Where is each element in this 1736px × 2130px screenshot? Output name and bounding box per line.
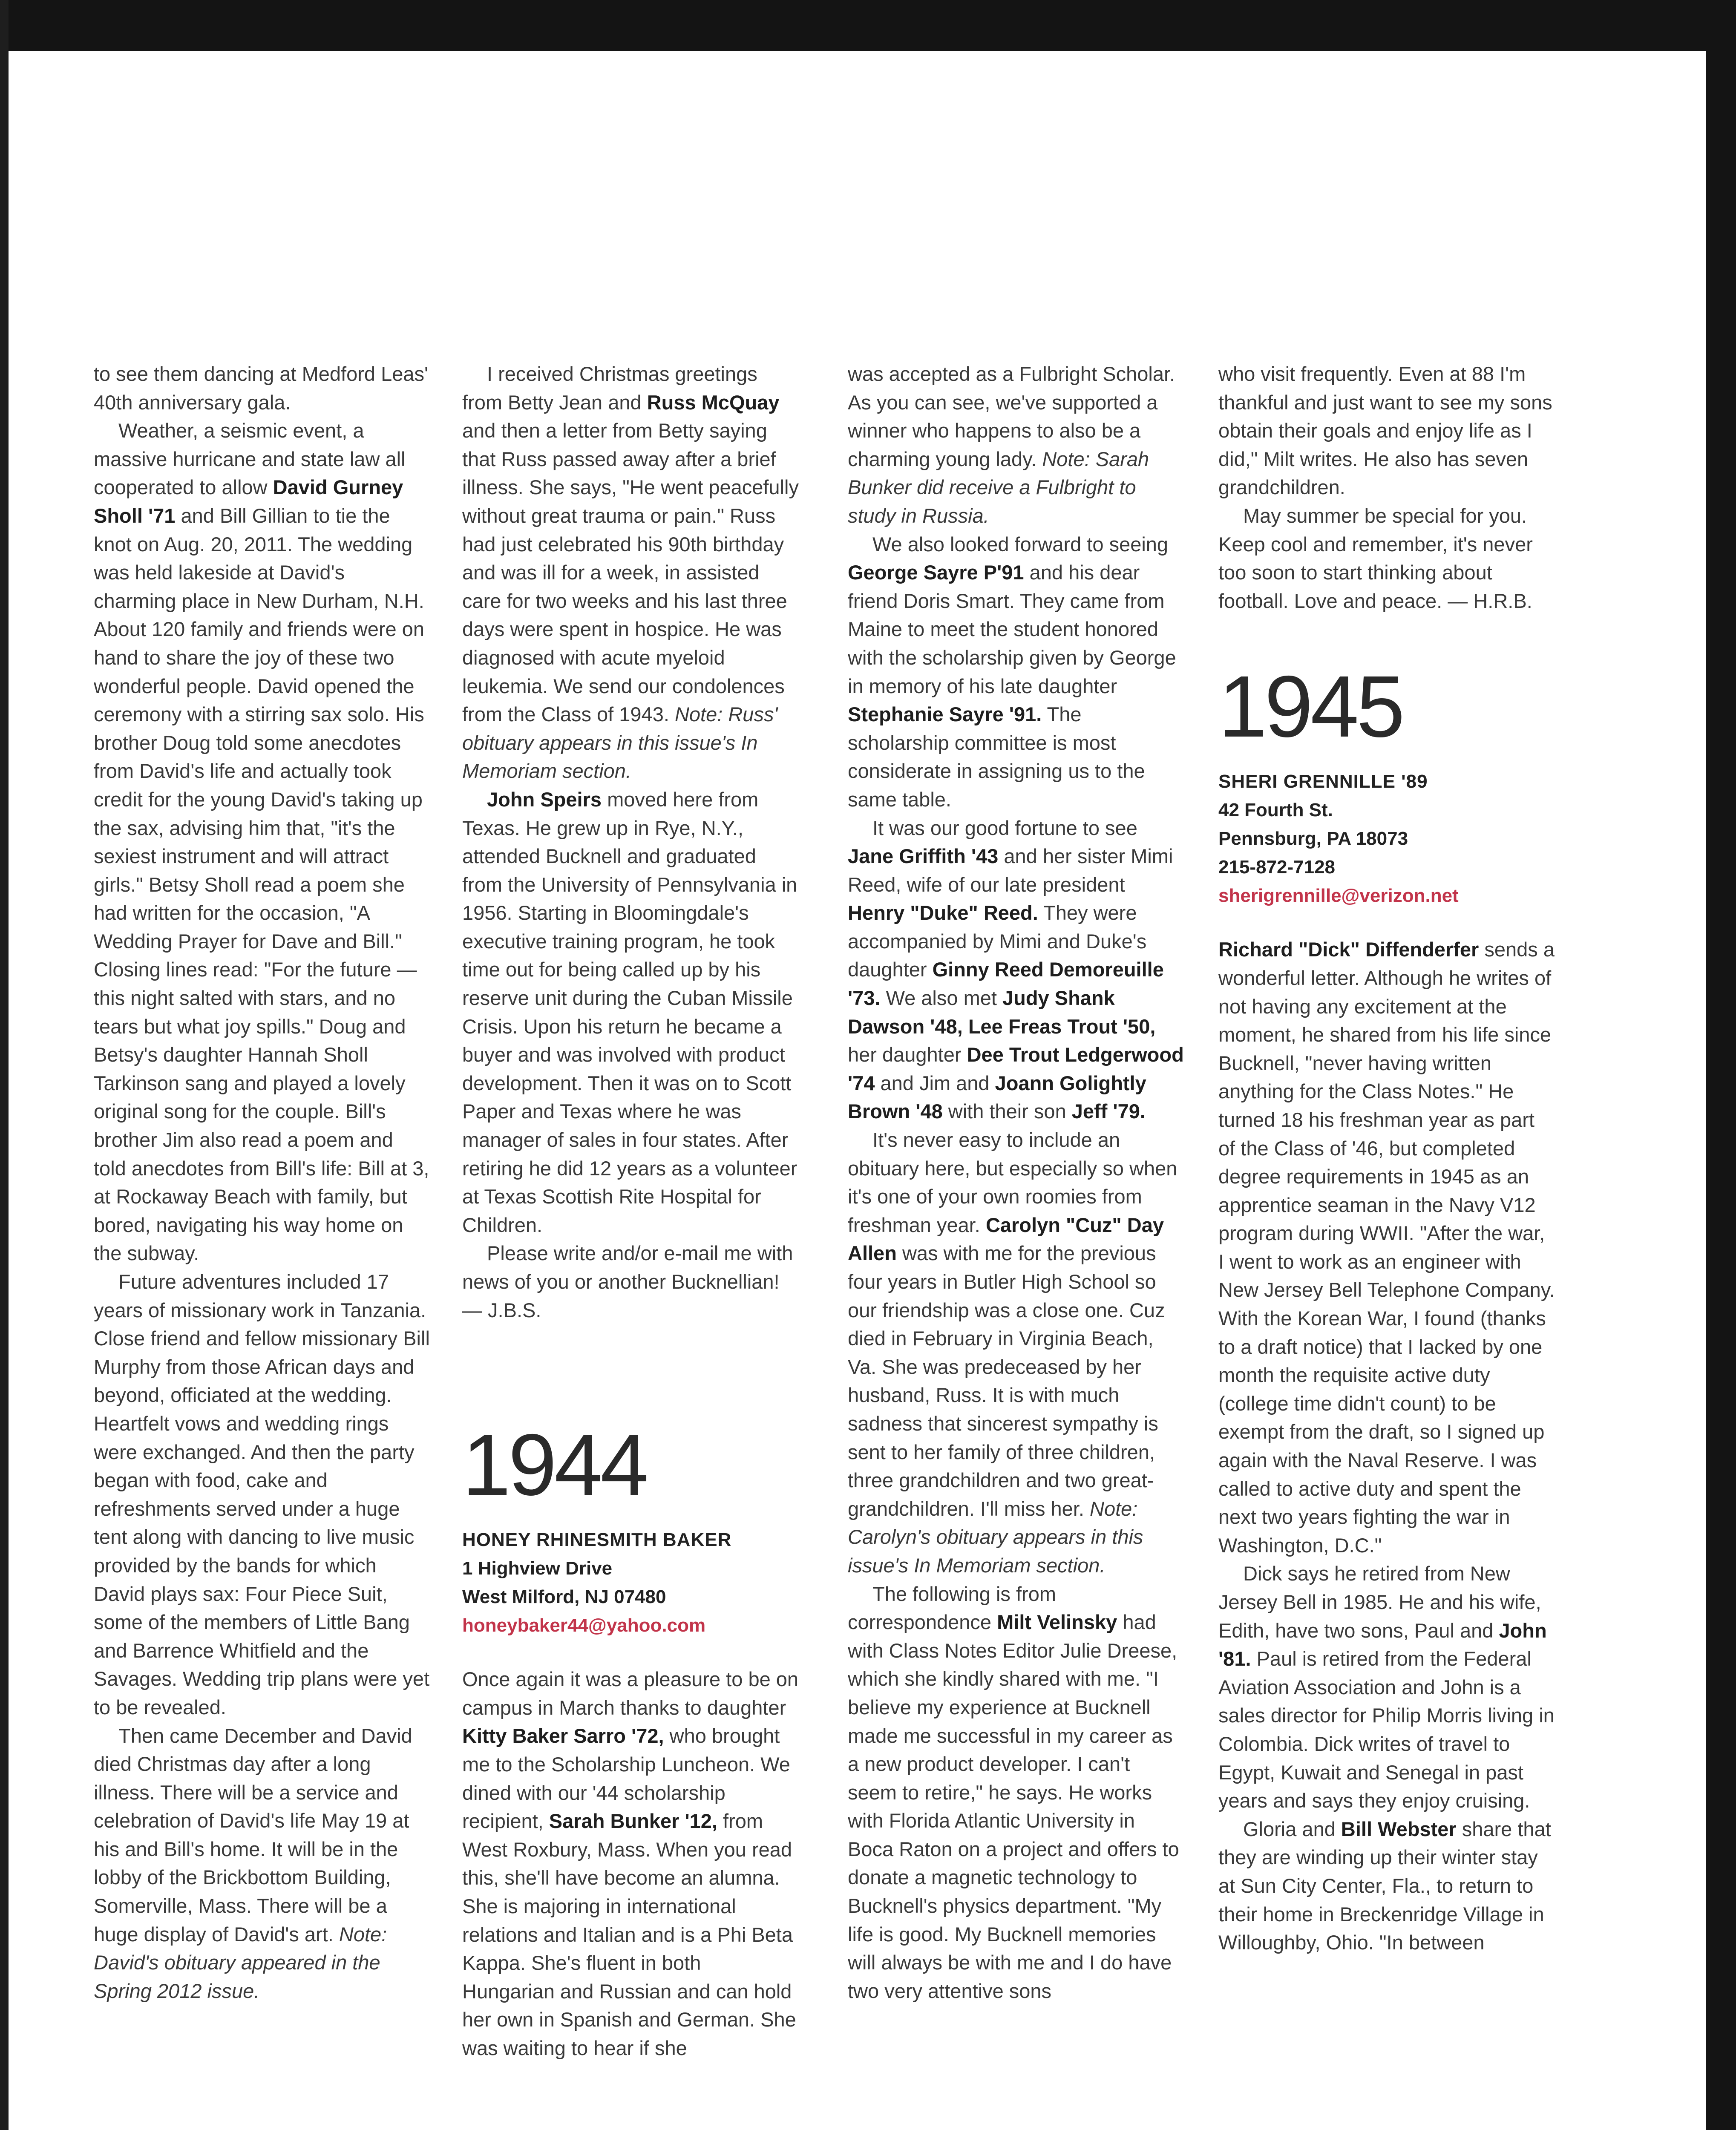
person-name: John Speirs: [487, 788, 602, 811]
paragraph-text: It was our good fortune to see: [872, 816, 1137, 839]
contact-phone: 215-872-7128: [1218, 857, 1336, 878]
person-name: David Gurney Sholl '71: [94, 476, 403, 527]
paragraph: [94, 417, 430, 1268]
editor-note: Note: Sarah Bunker did receive a Fulbright to study in Russia.: [848, 447, 1149, 527]
paragraph-text: Weather, a seismic event, a massive hurricane and state law all cooperated to allow: [94, 419, 406, 499]
contact-address-line1: 42 Fourth St.: [1218, 800, 1333, 821]
paragraph: [848, 1126, 1184, 1580]
person-name: Russ McQuay: [647, 391, 780, 414]
column-1: [94, 360, 430, 2005]
paragraph-text: moved here from Texas. He grew up in Rye, N.Y., attended Bucknell and graduated from the University of Pennsylvania in 1956. Starting in Bloomingdale's executive training program, he took time out for being called up by his reserve unit during the Cuban Missile Crisis. Upon his return he became a buyer and was involved with product development. Then it was on to Scott Paper and Texas where he was manager of sales in four states. After retiring he did 12 years as a volunteer at Texas Scottish Rite Hospital for Children.: [462, 788, 797, 1236]
paragraph: [94, 1268, 430, 1722]
paragraph: [848, 814, 1184, 1126]
paragraph: [1218, 1560, 1555, 1815]
column-2: [462, 360, 799, 2063]
paragraph-text: her daughter: [848, 1043, 962, 1066]
paragraph: [94, 360, 430, 417]
person-name: John '81.: [1218, 1619, 1547, 1670]
paragraph-text: May summer be special for you. Keep cool and remember, it's never too soon to start thinking about football. Love and peace. — H.R.B.: [1218, 504, 1533, 612]
contact-email[interactable]: sherigrennille@verizon.net: [1218, 885, 1459, 907]
paragraph-text: and then a letter from Betty saying that Russ passed away after a brief illness. She says, "He went peacefully without great trauma or pain." Russ had just celebrated his 90th birthday and was ill for a week, in assisted care for two weeks and his last three days were spent in hospice. He was diagnosed with acute myeloid leukemia. We send our condolences from the Class of 1943.: [462, 419, 799, 726]
person-name: Kitty Baker Sarro '72,: [462, 1724, 664, 1747]
editor-note: Note: Russ' obituary appears in this issue's In Memoriam section.: [462, 703, 778, 783]
paragraph-text: Dick says he retired from New Jersey Bell in 1985. He and his wife, Edith, have two sons, Paul and: [1218, 1562, 1541, 1642]
paragraph: [1218, 360, 1555, 502]
paragraph-text: It's never easy to include an obituary here, but especially so when it's one of your own roomies from freshman year.: [848, 1128, 1177, 1236]
person-name: Henry "Duke" Reed.: [848, 901, 1038, 924]
person-name: Bill Webster: [1341, 1817, 1457, 1840]
class-year-heading: 1944: [462, 1416, 647, 1514]
person-name: Richard "Dick" Diffenderfer: [1218, 938, 1479, 961]
paragraph-text: was accepted as a Fulbright Scholar. As you can see, we've supported a winner who happens to also be a charming young lady.: [848, 363, 1175, 470]
paragraph: [462, 786, 799, 1240]
person-name: Carolyn "Cuz" Day Allen: [848, 1213, 1164, 1265]
paragraph-text: had with Class Notes Editor Julie Dreese, which she kindly shared with me. "I believe my experience at Bucknell made me successful in my career as a new product developer. I can't seem to retire," he says. He works with Florida Atlantic University in Boca Raton on a project and offers to donate a magnetic technology to Bucknell's physics department. "My life is good. My Bucknell memories will always be with me and I do have two very attentive sons: [848, 1611, 1179, 2002]
person-name: Sarah Bunker '12,: [549, 1810, 717, 1833]
contact-email[interactable]: honeybaker44@yahoo.com: [462, 1615, 706, 1636]
person-name: Ginny Reed Demoreuille '73.: [848, 958, 1164, 1010]
paragraph: [1218, 935, 1555, 1560]
person-name: Stephanie Sayre '91.: [848, 703, 1042, 726]
editor-note: Note: Carolyn's obituary appears in this issue's In Memoriam section.: [848, 1497, 1143, 1577]
paragraph-text: Then came December and David died Christmas day after a long illness. There will be a service and celebration of David's life May 19 at his and Bill's home. It will be in the lobby of the Brickbottom Building, Somerville, Mass. There will be a huge display of David's art.: [94, 1724, 412, 1946]
column-4: [1218, 360, 1555, 1957]
paragraph-text: to see them dancing at Medford Leas' 40th anniversary gala.: [94, 363, 428, 414]
person-name: Jeff '79.: [1071, 1100, 1146, 1123]
paragraph-text: Please write and/or e-mail me with news of you or another Bucknellian! — J.B.S.: [462, 1242, 793, 1321]
contact-name: HONEY RHINESMITH BAKER: [462, 1529, 732, 1551]
paragraph: [848, 360, 1184, 530]
scan-border-right: [1706, 0, 1736, 2130]
column-3: [848, 360, 1184, 2005]
paragraph: [462, 1665, 799, 2062]
contact-address-line2: Pennsburg, PA 18073: [1218, 828, 1408, 849]
paragraph-text: Paul is retired from the Federal Aviation Association and John is a sales director for Philip Morris living in Colombia. Dick writes of travel to Egypt, Kuwait and Senegal in past years and says they enjoy cruising.: [1218, 1647, 1555, 1812]
paragraph-text: Future adventures included 17 years of missionary work in Tanzania. Close friend and fellow missionary Bill Murphy from those African days and beyond, officiated at the wedding. Heartfelt vows and wedding rings were exchanged. And then the party began with food, cake and refreshments served under a huge tent along with dancing to live music provided by the bands for which David plays sax: Four Piece Suit, some of the members of Little Bang and Barrence Whitfield and the Savages. Wedding trip plans were yet to be revealed.: [94, 1270, 430, 1718]
paragraph: [462, 360, 799, 786]
paragraph-text: and her sister Mimi Reed, wife of our late president: [848, 845, 1173, 896]
paragraph-text: Gloria and: [1243, 1817, 1336, 1840]
paragraph-text: who visit frequently. Even at 88 I'm thankful and just want to see my sons obtain their goals and enjoy life as I did," Milt writes. He also has seven grandchildren.: [1218, 363, 1552, 499]
paragraph-text: sends a wonderful letter. Although he writes of not having any excitement at the moment, he shared from his life since Bucknell, "never having written anything for the Class Notes." He turned 18 his freshman year as part of the Class of '46, but completed degree requirements in 1945 as an apprentice seaman in the Navy V12 program during WWII. "After the war, I went to work as an engineer with New Jersey Bell Telephone Company. With the Korean War, I found (thanks to a draft notice) that I lacked by one month the requisite active duty (college time didn't count) to be exempt from the draft, so I signed up again with the Naval Reserve. I was called to active duty and spent the next two years fighting the war in Washington, D.C.": [1218, 938, 1555, 1557]
person-name: Joann Golightly Brown '48: [848, 1071, 1146, 1123]
paragraph-text: who brought me to the Scholarship Luncheon. We dined with our '44 scholarship recipient,: [462, 1724, 790, 1833]
paragraph-text: and Bill Gillian to tie the knot on Aug. 20, 2011. The wedding was held lakeside at David's charming place in New Durham, N.H. About 120 family and friends were on hand to share the joy of these two wonderful people. David opened the ceremony with a stirring sax solo. His brother Doug told some anecdotes from David's life and actually took credit for the young David's taking up the sax, advising him that, "it's the sexiest instrument and will attract girls." Betsy Sholl read a poem she had written for the occasion, "A Wedding Prayer for Dave and Bill." Closing lines read: "For the future — this night salted with stars, and no tears but what joy spills." Doug and Betsy's daughter Hannah Sholl Tarkinson sang and played a lovely original song for the couple. Bill's brother Jim also read a poem and told anecdotes from Bill's life: Bill at 3, at Rockaway Beach with family, but bored, navigating his way home on the subway.: [94, 504, 429, 1265]
paragraph-text: I received Christmas greetings from Betty Jean and: [462, 363, 757, 414]
scan-border-top: [0, 0, 1736, 51]
paragraph-text: We also met: [886, 987, 997, 1010]
paragraph: [848, 530, 1184, 814]
paragraph-text: share that they are winding up their winter stay at Sun City Center, Fla., to return to their home in Breckenridge Village in Willoughby, Ohio. "In between: [1218, 1817, 1551, 1954]
paragraph: [1218, 1815, 1555, 1957]
paragraph-text: Once again it was a pleasure to be on campus in March thanks to daughter: [462, 1668, 799, 1719]
person-name: George Sayre P'91: [848, 561, 1024, 584]
paragraph-text: from West Roxbury, Mass. When you read this, she'll have become an alumna. She is majoring in international relations and Italian and is a Phi Beta Kappa. She's fluent in both Hungarian and Russian and can hold her own in Spanish and German. She was waiting to hear if she: [462, 1810, 796, 2059]
paragraph-text: The following is from correspondence: [848, 1582, 1056, 1634]
paragraph-text: They were accompanied by Mimi and Duke's daughter: [848, 901, 1147, 981]
person-name: Judy Shank Dawson '48, Lee Freas Trout '50,: [848, 987, 1156, 1038]
paragraph: [1218, 502, 1555, 615]
person-name: Jane Griffith '43: [848, 845, 999, 868]
class-secretary-contact: [1218, 767, 1555, 910]
person-name: Milt Velinsky: [997, 1611, 1117, 1634]
class-secretary-contact: [462, 1526, 799, 1640]
paragraph-text: and Jim and: [880, 1071, 990, 1094]
paragraph: [848, 1580, 1184, 2006]
person-name: Dee Trout Ledgerwood '74: [848, 1043, 1184, 1094]
paragraph: [94, 1722, 430, 2006]
paragraph-text: was with me for the previous four years in Butler High School so our friendship was a close one. Cuz died in February in Virginia Beach, Va. She was predeceased by her husband, Russ. It is with much sadness that sincerest sympathy is sent to her family of three children, three grandchildren and two great-grandchildren. I'll miss her.: [848, 1242, 1165, 1520]
paragraph-text: and his dear friend Doris Smart. They came from Maine to meet the student honored with the scholarship given by George in memory of his late daughter: [848, 561, 1176, 697]
paragraph-text: The scholarship committee is most considerate in assigning us to the same table.: [848, 703, 1145, 811]
contact-name: SHERI GRENNILLE '89: [1218, 771, 1428, 792]
scan-border-left: [0, 0, 9, 2130]
contact-address-line2: West Milford, NJ 07480: [462, 1586, 666, 1608]
paragraph-text: We also looked forward to seeing: [872, 532, 1169, 556]
contact-address-line1: 1 Highview Drive: [462, 1558, 613, 1579]
editor-note: Note: David's obituary appeared in the Spring 2012 issue.: [94, 1923, 387, 2002]
paragraph: [462, 1239, 799, 1324]
class-year-heading: 1945: [1218, 658, 1403, 756]
paragraph-text: with their son: [948, 1100, 1066, 1123]
